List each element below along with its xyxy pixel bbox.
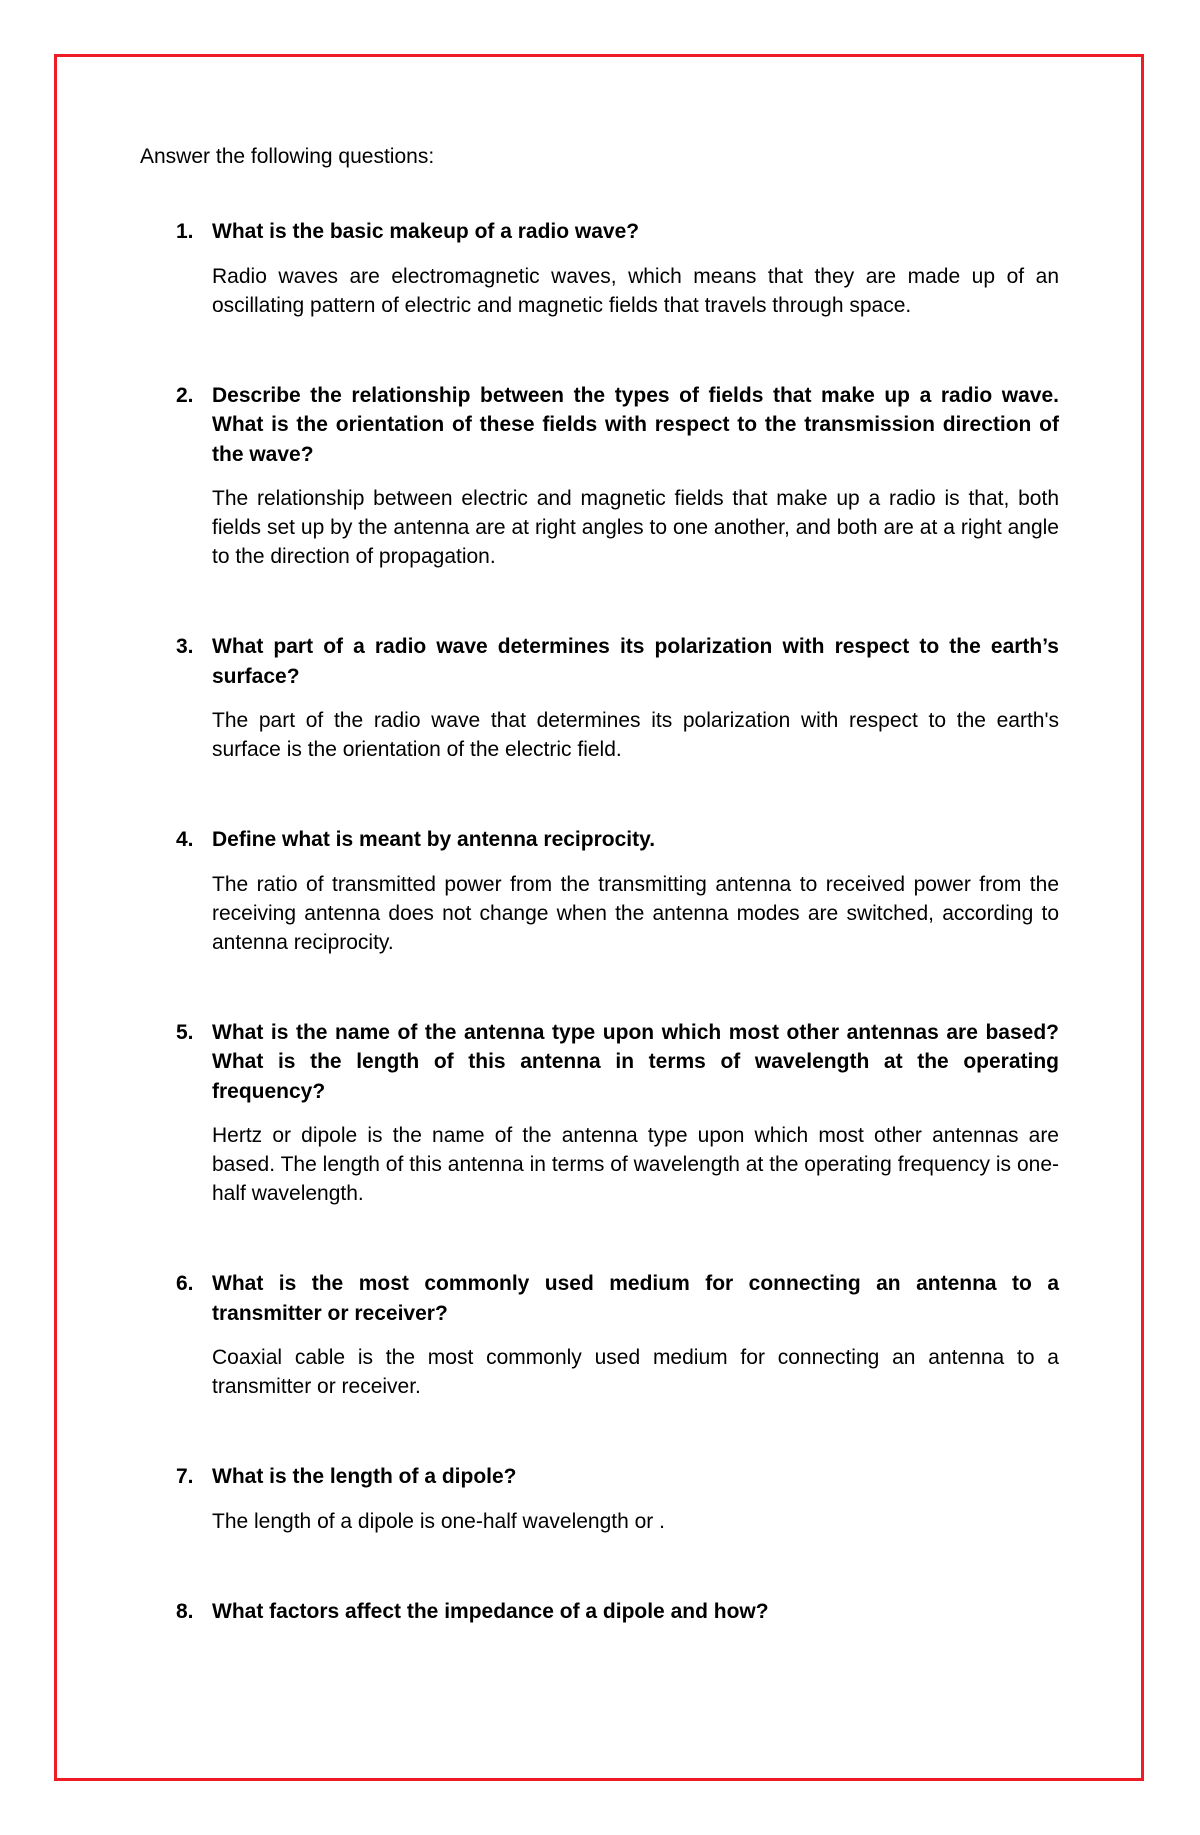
question-number: 3.	[176, 635, 194, 658]
answer-text: The ratio of transmitted power from the transmitting antenna to received power from the receiving antenna does not change when the antenna modes are switched, according to antenna reciprocity.	[212, 872, 1059, 954]
question-number: 1.	[176, 220, 194, 243]
answer-text: Hertz or dipole is the name of the antenna type upon which most other antennas are based. The length of this antenna in terms of wavelength at the operating frequency is one-half wavelength.	[212, 1124, 1059, 1205]
question-text: What is the name of the antenna type upon which most other antennas are based? What is the length of this antenna in terms of wavelength at the operating frequency?	[212, 1020, 1059, 1103]
question-text: What is the most commonly used medium for connecting an antenna to a transmitter or receiver?	[212, 1272, 1059, 1325]
question-item	[140, 1269, 1060, 1401]
question-number: 4.	[176, 828, 194, 851]
question-number: 2.	[176, 383, 194, 407]
question-text: What is the basic makeup of a radio wave?	[212, 220, 640, 243]
question-text: Describe the relationship between the types of fields that make up a radio wave. What is the orientation of these fields with respect to the transmission direction of the wave?	[212, 383, 1059, 466]
question-number: 6.	[176, 1272, 194, 1295]
question-list	[140, 217, 1060, 1626]
question-item	[140, 1018, 1060, 1209]
question-item	[140, 381, 1060, 572]
question-item	[140, 632, 1060, 764]
answer-text: Coaxial cable is the most commonly used medium for connecting an antenna to a transmitter or receiver.	[212, 1346, 1059, 1398]
answer-text: The part of the radio wave that determines its polarization with respect to the earth's surface is the orientation of the electric field.	[212, 709, 1059, 761]
question-number: 7.	[176, 1465, 194, 1488]
question-text: Define what is meant by antenna reciprocity.	[212, 828, 656, 851]
answer-text: The length of a dipole is one-half wavelength or .	[212, 1509, 665, 1533]
question-text: What factors affect the impedance of a dipole and how?	[212, 1599, 769, 1623]
answer-text: Radio waves are electromagnetic waves, which means that they are made up of an oscillating pattern of electric and magnetic fields that travels through space.	[212, 264, 1059, 317]
question-number: 5.	[176, 1020, 194, 1044]
question-number: 8.	[176, 1599, 194, 1623]
question-text: What part of a radio wave determines its polarization with respect to the earth’s surface?	[212, 635, 1059, 688]
instruction-text: Answer the following questions:	[140, 145, 435, 168]
document-content	[140, 142, 1060, 1626]
question-item	[140, 825, 1060, 957]
question-text: What is the length of a dipole?	[212, 1465, 517, 1488]
question-item	[140, 217, 1060, 320]
question-item	[140, 1462, 1060, 1536]
answer-text: The relationship between electric and magnetic fields that make up a radio is that, both fields set up by the antenna are at right angles to one another, and both are at a right angle to the direction of propagation.	[212, 487, 1059, 568]
question-item	[140, 1597, 1060, 1627]
